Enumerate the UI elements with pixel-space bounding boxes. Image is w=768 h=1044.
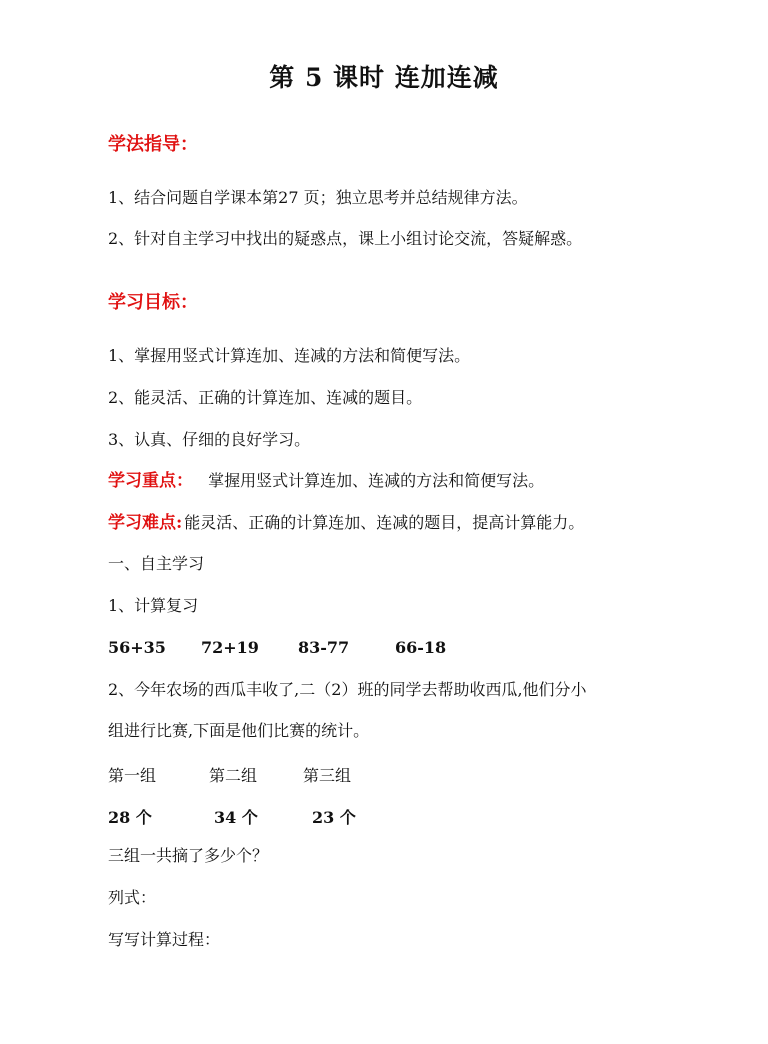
page-title: 第 5 课时 连加连减 xyxy=(269,63,499,92)
goal-item-2: 2、能灵活、正确的计算连加、连减的题目。 xyxy=(108,388,423,407)
count-3: 23 个 xyxy=(312,808,356,827)
group-1: 第一组 xyxy=(108,766,157,785)
difficulty-label: 学习难点: xyxy=(108,513,183,533)
exercise-3: 83-77 xyxy=(298,638,350,657)
goal-item-3: 3、认真、仔细的良好学习。 xyxy=(108,430,311,449)
problem-line-2: 组进行比赛,下面是他们比赛的统计。 xyxy=(108,721,370,740)
method-item-1: 1、结合问题自学课本第27 页；独立思考并总结规律方法。 xyxy=(108,188,528,207)
group-2: 第二组 xyxy=(209,766,258,785)
exercise-2: 72+19 xyxy=(201,638,259,657)
exercise-4: 66-18 xyxy=(395,638,447,657)
exercise-row xyxy=(108,638,508,660)
key-point-label: 学习重点： xyxy=(108,471,193,491)
review-title: 1、计算复习 xyxy=(108,596,199,615)
count-row xyxy=(108,805,508,827)
goal-heading: 学习目标： xyxy=(108,292,198,313)
group-row xyxy=(108,763,508,785)
method-item-2: 2、针对自主学习中找出的疑惑点，课上小组讨论交流，答疑解惑。 xyxy=(108,229,583,248)
formula-label: 列式： xyxy=(108,888,157,907)
problem-line-1: 2、今年农场的西瓜丰收了,二（2）班的同学去帮助收西瓜,他们分小 xyxy=(108,680,587,699)
self-study-heading: 一、自主学习 xyxy=(108,554,205,573)
method-heading: 学法指导： xyxy=(108,134,198,155)
count-2: 34 个 xyxy=(214,808,258,827)
key-point-text: 掌握用竖式计算连加、连减的方法和简便写法。 xyxy=(208,471,545,490)
exercise-1: 56+35 xyxy=(108,638,166,657)
group-3: 第三组 xyxy=(303,766,352,785)
key-point-line xyxy=(108,471,544,491)
count-1: 28 个 xyxy=(108,808,152,827)
difficulty-text: 能灵活、正确的计算连加、连减的题目，提高计算能力。 xyxy=(184,513,585,532)
process-label: 写写计算过程： xyxy=(108,930,221,949)
goal-item-1: 1、掌握用竖式计算连加、连减的方法和简便写法。 xyxy=(108,346,471,365)
difficulty-line xyxy=(108,513,584,533)
question-line: 三组一共摘了多少个？ xyxy=(108,846,269,865)
